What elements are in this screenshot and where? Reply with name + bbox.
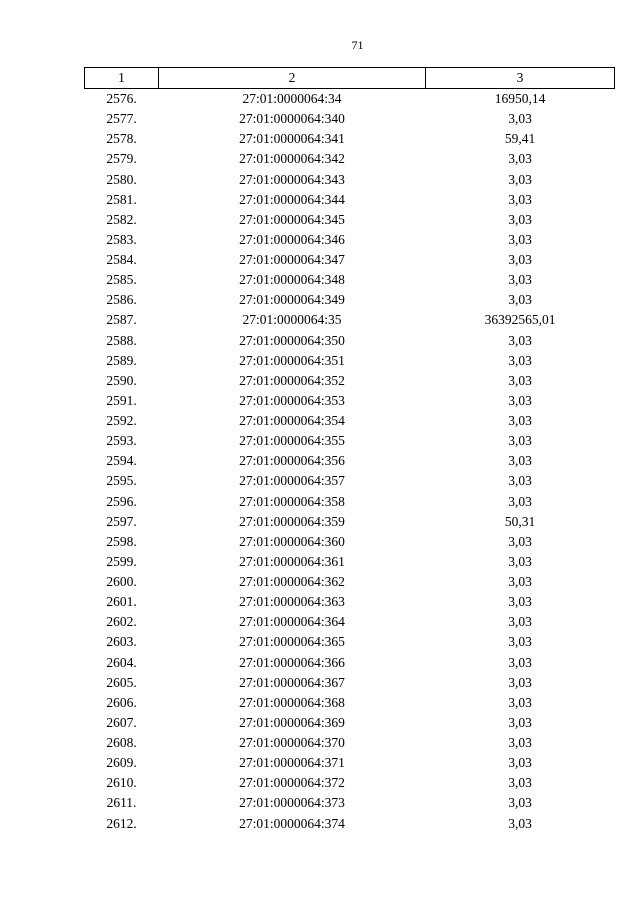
row-number-cell: 2605. — [106, 674, 137, 690]
cadastral-number-cell: 27:01:0000064:355 — [239, 433, 345, 449]
cadastral-number-cell: 27:01:0000064:351 — [239, 352, 345, 368]
row-number-cell: 2607. — [106, 714, 137, 730]
row-number-cell: 2600. — [106, 574, 137, 590]
row-number-cell: 2579. — [106, 151, 137, 167]
value-cell: 3,03 — [508, 694, 532, 710]
cadastral-number-cell: 27:01:0000064:368 — [239, 694, 345, 710]
cadastral-number-cell: 27:01:0000064:372 — [239, 775, 345, 791]
table-row — [85, 572, 615, 592]
table-row — [85, 673, 615, 693]
table-row — [85, 773, 615, 793]
value-cell: 3,03 — [508, 111, 532, 127]
table-row — [85, 431, 615, 451]
page-number: 71 — [351, 38, 364, 52]
row-number-cell: 2599. — [106, 553, 137, 569]
value-cell: 59,41 — [504, 131, 536, 147]
value-cell: 3,03 — [508, 171, 532, 187]
value-cell: 3,03 — [508, 332, 532, 348]
row-number-cell: 2582. — [106, 211, 137, 227]
table-row — [85, 230, 615, 250]
table-row — [85, 129, 615, 149]
table-row — [85, 552, 615, 572]
row-number-cell: 2604. — [106, 654, 137, 670]
row-number-cell: 2577. — [106, 111, 137, 127]
value-cell: 3,03 — [508, 191, 532, 207]
cadastral-number-cell: 27:01:0000064:363 — [239, 594, 345, 610]
value-cell: 3,03 — [508, 553, 532, 569]
row-number-cell: 2583. — [106, 231, 137, 247]
cadastral-number-cell: 27:01:0000064:371 — [239, 755, 345, 771]
table-row — [85, 109, 615, 129]
row-number-cell: 2594. — [106, 453, 137, 469]
row-number-cell: 2603. — [106, 634, 137, 650]
value-cell: 3,03 — [508, 211, 532, 227]
row-number-cell: 2581. — [106, 191, 137, 207]
table-row — [85, 632, 615, 652]
row-number-cell: 2586. — [106, 292, 137, 308]
table-row — [85, 713, 615, 733]
table-row — [85, 653, 615, 673]
row-number-cell: 2585. — [106, 272, 137, 288]
row-number-cell: 2576. — [106, 91, 137, 107]
table-row — [85, 210, 615, 230]
value-cell: 3,03 — [508, 151, 532, 167]
table-row — [85, 471, 615, 491]
cadastral-number-cell: 27:01:0000064:346 — [239, 231, 345, 247]
table-row — [85, 149, 615, 169]
cadastral-number-cell: 27:01:0000064:34 — [242, 91, 342, 107]
value-cell: 36392565,01 — [484, 312, 556, 328]
row-number-cell: 2596. — [106, 493, 137, 509]
row-number-cell: 2590. — [106, 372, 137, 388]
row-number-cell: 2589. — [106, 352, 137, 368]
value-cell: 3,03 — [508, 574, 532, 590]
row-number-cell: 2595. — [106, 473, 137, 489]
cadastral-number-cell: 27:01:0000064:361 — [239, 553, 345, 569]
row-number-cell: 2606. — [106, 694, 137, 710]
table-row — [85, 290, 615, 310]
value-cell: 3,03 — [508, 614, 532, 630]
table-row — [85, 451, 615, 471]
value-cell: 3,03 — [508, 231, 532, 247]
cadastral-number-cell: 27:01:0000064:357 — [239, 473, 345, 489]
value-cell: 3,03 — [508, 735, 532, 751]
value-cell: 3,03 — [508, 654, 532, 670]
cadastral-number-cell: 27:01:0000064:366 — [239, 654, 345, 670]
value-cell: 3,03 — [508, 352, 532, 368]
value-cell: 3,03 — [508, 594, 532, 610]
table-row — [85, 331, 615, 351]
cadastral-table — [84, 67, 615, 834]
row-number-cell: 2610. — [106, 775, 137, 791]
cadastral-number-cell: 27:01:0000064:353 — [239, 392, 345, 408]
table-row — [85, 492, 615, 512]
cadastral-number-cell: 27:01:0000064:358 — [239, 493, 345, 509]
cadastral-number-cell: 27:01:0000064:35 — [242, 312, 342, 328]
table-row — [85, 592, 615, 612]
value-cell: 3,03 — [508, 674, 532, 690]
row-number-cell: 2608. — [106, 735, 137, 751]
row-number-cell: 2609. — [106, 755, 137, 771]
cadastral-number-cell: 27:01:0000064:360 — [239, 533, 345, 549]
value-cell: 3,03 — [508, 272, 532, 288]
value-cell: 3,03 — [508, 634, 532, 650]
cadastral-number-cell: 27:01:0000064:356 — [239, 453, 345, 469]
table-row — [85, 391, 615, 411]
cadastral-number-cell: 27:01:0000064:367 — [239, 674, 345, 690]
value-cell: 3,03 — [508, 533, 532, 549]
value-cell: 3,03 — [508, 413, 532, 429]
row-number-cell: 2587. — [106, 312, 137, 328]
value-cell: 16950,14 — [494, 91, 546, 107]
cadastral-number-cell: 27:01:0000064:362 — [239, 574, 345, 590]
cadastral-number-cell: 27:01:0000064:359 — [239, 513, 345, 529]
table-row — [85, 814, 615, 834]
cadastral-number-cell: 27:01:0000064:350 — [239, 332, 345, 348]
cadastral-number-cell: 27:01:0000064:374 — [239, 815, 345, 831]
cadastral-number-cell: 27:01:0000064:365 — [239, 634, 345, 650]
value-cell: 3,03 — [508, 714, 532, 730]
cadastral-number-cell: 27:01:0000064:345 — [239, 211, 345, 227]
header-col-3: 3 — [426, 68, 615, 89]
row-number-cell: 2601. — [106, 594, 137, 610]
cadastral-number-cell: 27:01:0000064:364 — [239, 614, 345, 630]
table-body — [85, 89, 615, 834]
table-row — [85, 270, 615, 290]
cadastral-number-cell: 27:01:0000064:347 — [239, 252, 345, 268]
table-row — [85, 532, 615, 552]
row-number-cell: 2580. — [106, 171, 137, 187]
cadastral-number-cell: 27:01:0000064:369 — [239, 714, 345, 730]
header-col-1: 1 — [85, 68, 159, 89]
table-row — [85, 512, 615, 532]
row-number-cell: 2602. — [106, 614, 137, 630]
value-cell: 3,03 — [508, 453, 532, 469]
value-cell: 3,03 — [508, 292, 532, 308]
table-row — [85, 371, 615, 391]
cadastral-number-cell: 27:01:0000064:341 — [239, 131, 345, 147]
table-row — [85, 793, 615, 813]
table-row — [85, 693, 615, 713]
value-cell: 3,03 — [508, 795, 532, 811]
value-cell: 3,03 — [508, 473, 532, 489]
cadastral-number-cell: 27:01:0000064:349 — [239, 292, 345, 308]
row-number-cell: 2612. — [106, 815, 137, 831]
table-header — [85, 68, 615, 89]
cadastral-number-cell: 27:01:0000064:342 — [239, 151, 345, 167]
table-row — [85, 753, 615, 773]
cadastral-number-cell: 27:01:0000064:370 — [239, 735, 345, 751]
cadastral-number-cell: 27:01:0000064:352 — [239, 372, 345, 388]
row-number-cell: 2598. — [106, 533, 137, 549]
value-cell: 3,03 — [508, 392, 532, 408]
cadastral-number-cell: 27:01:0000064:340 — [239, 111, 345, 127]
cadastral-number-cell: 27:01:0000064:344 — [239, 191, 345, 207]
header-col-2: 2 — [159, 68, 426, 89]
row-number-cell: 2578. — [106, 131, 137, 147]
header-row — [85, 68, 615, 89]
cadastral-number-cell: 27:01:0000064:343 — [239, 171, 345, 187]
table-row — [85, 190, 615, 210]
table-row — [85, 612, 615, 632]
row-number-cell: 2597. — [106, 513, 137, 529]
table-row — [85, 733, 615, 753]
row-number-cell: 2592. — [106, 413, 137, 429]
value-cell: 50,31 — [504, 513, 536, 529]
table-row — [85, 411, 615, 431]
row-number-cell: 2588. — [106, 332, 137, 348]
table-row — [85, 310, 615, 330]
value-cell: 3,03 — [508, 755, 532, 771]
cadastral-number-cell: 27:01:0000064:354 — [239, 413, 345, 429]
row-number-cell: 2611. — [106, 795, 137, 811]
table-row — [85, 351, 615, 371]
value-cell: 3,03 — [508, 433, 532, 449]
value-cell: 3,03 — [508, 815, 532, 831]
table-row — [85, 170, 615, 190]
row-number-cell: 2584. — [106, 252, 137, 268]
cadastral-number-cell: 27:01:0000064:348 — [239, 272, 345, 288]
value-cell: 3,03 — [508, 372, 532, 388]
table-row — [85, 250, 615, 270]
value-cell: 3,03 — [508, 252, 532, 268]
row-number-cell: 2591. — [106, 392, 137, 408]
value-cell: 3,03 — [508, 775, 532, 791]
value-cell: 3,03 — [508, 493, 532, 509]
table-row — [85, 89, 615, 110]
cadastral-number-cell: 27:01:0000064:373 — [239, 795, 345, 811]
row-number-cell: 2593. — [106, 433, 137, 449]
